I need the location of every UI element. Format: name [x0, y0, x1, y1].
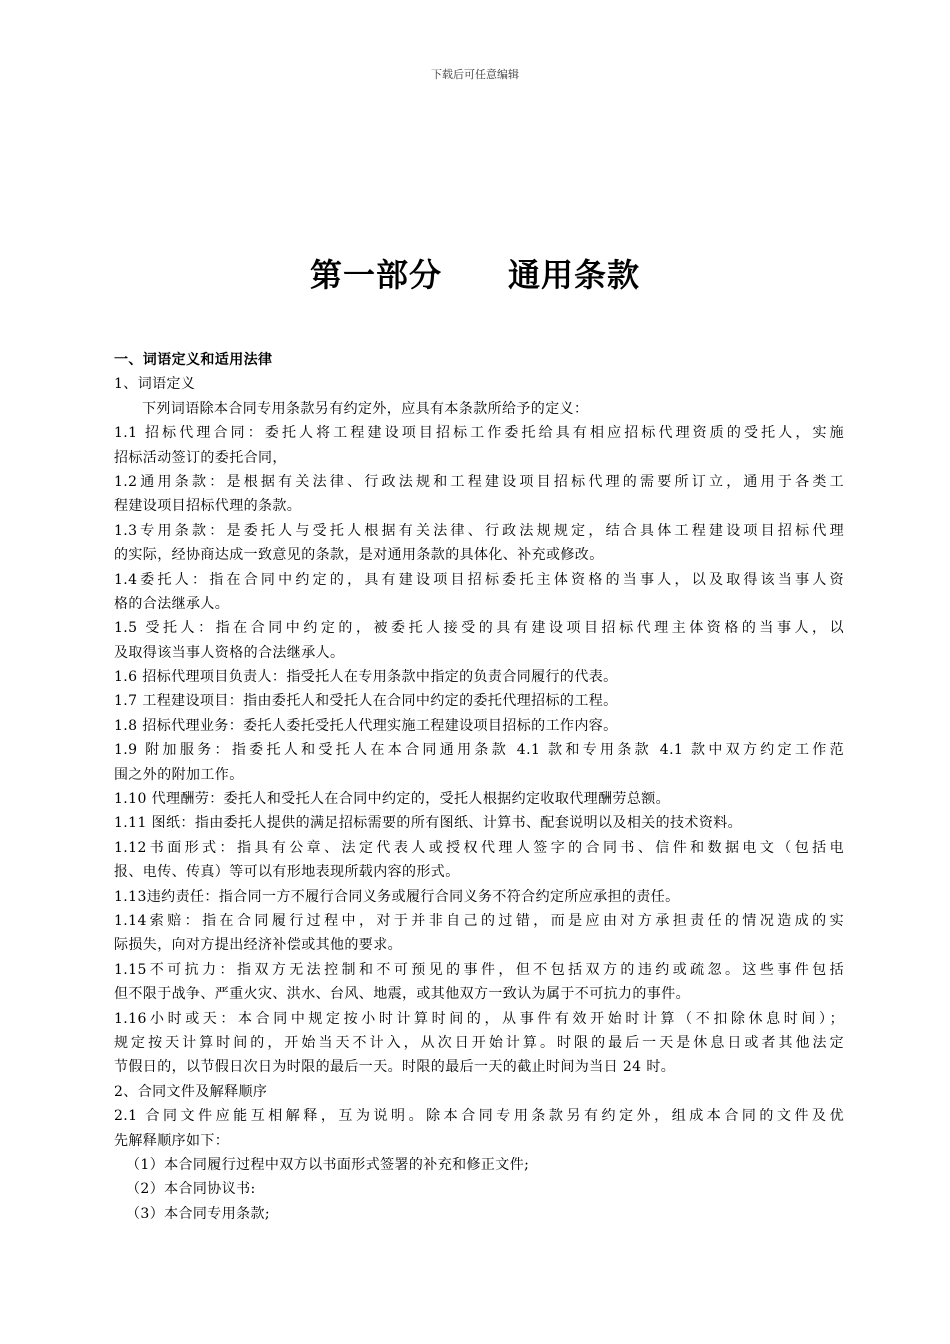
paragraph-lines [114, 372, 844, 1226]
text-line: 1.10 代理酬劳：委托人和受托人在合同中约定的，受托人根据约定收取代理酬劳总额。 [114, 791, 671, 808]
header-note: 下载后可任意编辑 [431, 68, 519, 81]
text-line: 1.9 附加服务：指委托人和受托人在本合同通用条款 4.1 款和专用条款 4.1 款中双方约定工作范 [114, 742, 844, 759]
text-line: 际损失，向对方提出经济补偿或其他的要求。 [114, 937, 402, 954]
text-line: 1.12书面形式：指具有公章、法定代表人或授权代理人签字的合同书、信件和数据电文（包括电 [114, 839, 844, 856]
text-line: 1.1 招标代理合同：委托人将工程建设项目招标工作委托给具有相应招标代理资质的受托人，实施 [114, 425, 844, 442]
text-line: 1.5 受托人：指在合同中约定的，被委托人接受的具有建设项目招标代理主体资格的当事人，以 [114, 620, 844, 637]
text-line: 程建设项目招标代理的条款。 [114, 498, 302, 515]
text-line: 1.3专用条款：是委托人与受托人根据有关法律、行政法规规定，结合具体工程建设项目招标代理 [114, 522, 844, 539]
text-line: 的实际，经协商达成一致意见的条款，是对通用条款的具体化、补充或修改。 [114, 547, 604, 564]
text-line: 1、词语定义 [114, 376, 196, 393]
text-line: 报、电传、传真）等可以有形地表现所载内容的形式。 [114, 864, 460, 881]
text-line: 招标活动签订的委托合同， [114, 449, 287, 466]
text-line: （3）本合同专用条款; [126, 1205, 271, 1222]
text-line: 及取得该当事人资格的合法继承人。 [114, 644, 345, 661]
text-line: 2、合同文件及解释顺序 [114, 1083, 268, 1100]
text-line: 节假日的，以节假日次日为时限的最后一天。时限的最后一天的截止时间为当日 24 时。 [114, 1059, 676, 1076]
text-line: 2.1 合同文件应能互相解释，互为说明。除本合同专用条款另有约定外，组成本合同的文件及优 [114, 1108, 844, 1125]
text-line: 1.15不可抗力：指双方无法控制和不可预见的事件，但不包括双方的违约或疏忽。这些事件包括 [114, 961, 844, 978]
text-line: 1.8 招标代理业务：委托人委托受托人代理实施工程建设项目招标的工作内容。 [114, 717, 618, 734]
section-heading: 一、词语定义和适用法律 [114, 352, 273, 368]
document-body [114, 348, 844, 1226]
text-line: 规定按天计算时间的，开始当天不计入，从次日开始计算。时限的最后一天是休息日或者其他法定 [114, 1034, 844, 1051]
text-line: （2）本合同协议书: [126, 1181, 256, 1198]
text-line: （1）本合同履行过程中双方以书面形式签署的补充和修正文件; [126, 1156, 530, 1173]
text-line: 下列词语除本合同专用条款另有约定外，应具有本条款所给予的定义： [142, 400, 589, 417]
text-line: 1.14索赔：指在合同履行过程中，对于并非自己的过错，而是应由对方承担责任的情况造成的实 [114, 912, 844, 929]
text-line: 1.11 图纸：指由委托人提供的满足招标需要的所有图纸、计算书、配套说明以及相关的技术资料。 [114, 815, 743, 832]
text-line: 1.2通用条款：是根据有关法律、行政法规和工程建设项目招标代理的需要所订立，通用于各类工 [114, 473, 844, 490]
text-line: 1.13违约责任：指合同一方不履行合同义务或履行合同义务不符合约定所应承担的责任。 [114, 888, 680, 905]
text-line: 1.16小时或天：本合同中规定按小时计算时间的，从事件有效开始时计算（不扣除休息时间）； [114, 1010, 844, 1027]
text-line: 格的合法继承人。 [114, 595, 230, 612]
text-line: 围之外的附加工作。 [114, 766, 244, 783]
text-line: 1.6 招标代理项目负责人：指受托人在专用条款中指定的负责合同履行的代表。 [114, 669, 618, 686]
text-line: 1.4委托人：指在合同中约定的，具有建设项目招标委托主体资格的当事人，以及取得该当事人资 [114, 571, 844, 588]
part-title: 第一部分 通用条款 [309, 256, 640, 294]
text-line: 但不限于战争、严重火灾、洪水、台风、地震，或其他双方一致认为属于不可抗力的事件。 [114, 986, 690, 1003]
text-line: 1.7 工程建设项目：指由委托人和受托人在合同中约定的委托代理招标的工程。 [114, 693, 618, 710]
text-line: 先解释顺序如下： [114, 1132, 230, 1149]
